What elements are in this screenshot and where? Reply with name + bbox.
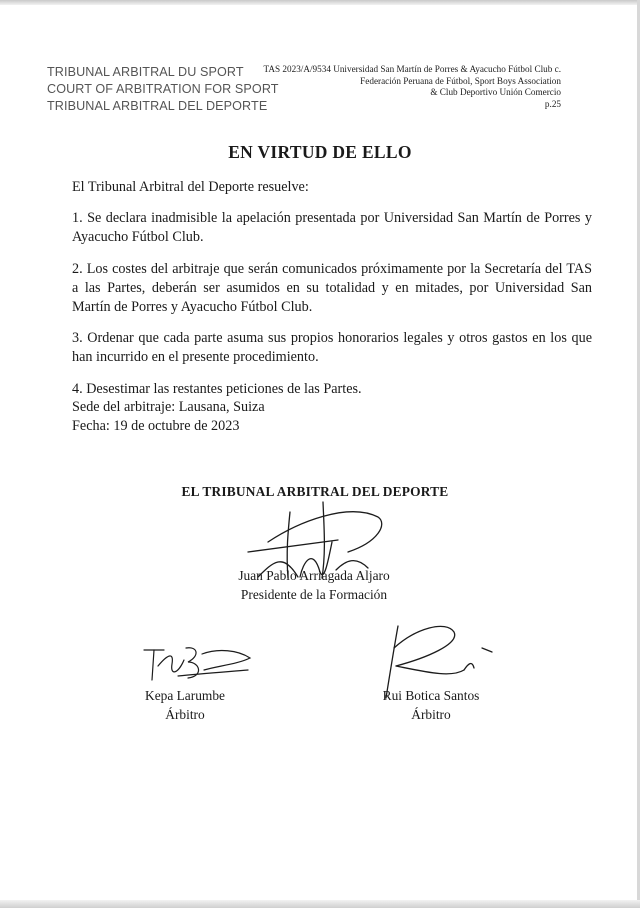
tribunal-signature-heading: EL TRIBUNAL ARBITRAL DEL DEPORTE: [181, 484, 449, 499]
ruling-intro: El Tribunal Arbitral del Deporte resuelve:: [72, 179, 309, 195]
institution-line-en: COURT OF ARBITRATION FOR SPORT: [47, 82, 279, 96]
case-line-2: Federación Peruana de Fútbol, Sport Boys Association: [360, 75, 561, 86]
ruling-item-1: 1. Se declara inadmisible la apelación presentada por Universidad San Martín de Porres y Ayacucho Fútbol Club.: [72, 210, 592, 246]
arbitrator-block-botica-santos: [341, 686, 521, 724]
president-name: Juan Pablo Arriagada Aljaro: [238, 568, 390, 583]
section-heading: EN VIRTUD DE ELLO: [228, 142, 412, 162]
seat-and-date: [72, 398, 265, 436]
arbitrator-role: Árbitro: [165, 707, 205, 722]
ruling-item-2: 2. Los costes del arbitraje que serán comunicados próximamente por la Secretaría del TAS a las Partes, deberán ser asumidos en su totalidad y en mitades, por Universidad San Martín de Porres y Ayacucho Fútbol Club.: [72, 260, 592, 316]
case-line-1: TAS 2023/A/9534 Universidad San Martín de Porres & Ayacucho Fútbol Club c.: [263, 64, 561, 74]
page-bottom-edge: [0, 900, 640, 908]
case-line-3: & Club Deportivo Unión Comercio: [430, 87, 561, 97]
decision-date: Fecha: 19 de octubre de 2023: [72, 418, 240, 435]
ruling-item-3: 3. Ordenar que cada parte asuma sus propios honorarios legales y otros gastos en los que han incurrido en el presente procedimiento.: [72, 330, 592, 366]
institution-name: [47, 64, 279, 115]
arbitrator-block-larumbe: [95, 686, 275, 724]
page-top-edge: [0, 0, 640, 5]
larumbe-signature: [138, 640, 258, 690]
case-reference: [264, 64, 562, 110]
arbitrator-name: Kepa Larumbe: [145, 688, 225, 703]
institution-line-es: TRIBUNAL ARBITRAL DEL DEPORTE: [47, 99, 268, 113]
seat-of-arbitration: Sede del arbitraje: Lausana, Suiza: [72, 399, 265, 415]
president-role: Presidente de la Formación: [240, 587, 388, 602]
ruling-body: [72, 178, 592, 411]
president-block: [0, 566, 628, 604]
ruling-item-4: 4. Desestimar las restantes peticiones de las Partes.: [72, 380, 362, 397]
arbitrator-role: Árbitro: [411, 707, 451, 722]
institution-line-fr: TRIBUNAL ARBITRAL DU SPORT: [47, 65, 244, 79]
page-number: p.25: [544, 98, 561, 109]
arbitrator-name: Rui Botica Santos: [382, 688, 480, 703]
